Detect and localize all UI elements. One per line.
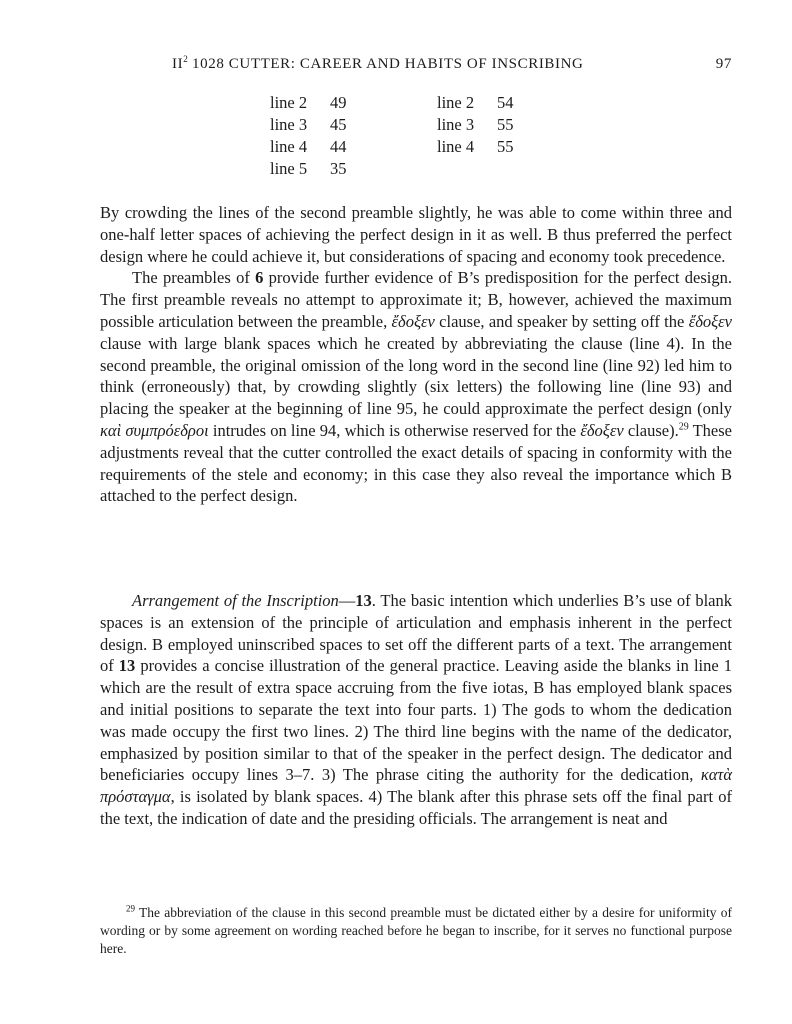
row-label: line 5: [270, 159, 308, 178]
paragraph-3: [100, 590, 732, 830]
greek-kai-symproedroi: καὶ συμπρόεδροι: [100, 420, 209, 440]
row-value: 55: [497, 115, 514, 134]
running-title: [172, 56, 583, 73]
row-label: line 3: [437, 115, 475, 134]
row-value: 44: [330, 137, 347, 156]
text-run: . The basic intention which underlies B’s use of blank spaces is an extension of the principle of articulation and emphasis inherent in the perfect design. B employed uninscribed spaces to set off the different parts of a text. The arrangement of: [100, 591, 732, 676]
text-run: The preambles of: [132, 268, 256, 288]
text-run: clause, and speaker by setting off the: [434, 311, 689, 331]
page-number: 97: [715, 56, 732, 72]
title-rest: 1028 CUTTER: CAREER AND HABITS OF INSCRIBING: [187, 56, 584, 72]
row-value: 35: [330, 159, 347, 178]
body-block-2: [100, 590, 732, 830]
row-label: line 3: [270, 115, 308, 134]
running-header: [172, 56, 732, 78]
row-label: line 2: [270, 93, 308, 112]
text-run: provide further evidence of B’s predisposition for the perfect design. The first preamble reveals no attempt to approximate it; B, however, achieved the maximum possible articulation between the preamble,: [100, 268, 732, 331]
footnote-29: [100, 904, 732, 958]
greek-edoxen: ἔδοξεν: [391, 311, 435, 331]
line-count-table-right: [437, 92, 514, 158]
title-prefix: II: [172, 56, 184, 72]
text-run: These adjustments reveal that the cutter controlled the exact details of spacing in conformity with the requirements of the stele and economy; in this case they also reveal the importance which B attached to the perfect design.: [100, 420, 732, 506]
inscription-ref-13: 13: [118, 656, 136, 676]
greek-edoxen: ἔδοξεν: [580, 420, 624, 440]
title-superscript: 2: [183, 54, 188, 64]
row-value: 45: [330, 115, 347, 134]
greek-kata-prostagma: κατὰ πρόσταγμα: [100, 765, 732, 807]
paragraph-1: By crowding the lines of the second preamble slightly, he was able to come within three and one-half letter spaces of achieving the perfect design in it as well. B thus preferred the perfect design where he could achieve it, but considerations of spacing and economy took precedence.: [100, 203, 732, 266]
text-run: clause with large blank spaces which he created by abbreviating the clause (line 4). In the second preamble, the original omission of the long word in the second line (line 92) led him to think (erroneously) that, by crowding slightly (six letters) the following line (line 93) and placing the speaker at the beginning of line 95, he could approximate the perfect design (only: [100, 333, 732, 419]
table-row: [270, 114, 347, 136]
footnote-ref[interactable]: 29: [678, 421, 689, 433]
text-run: , is isolated by blank spaces. 4) The blank after this phrase sets off the final part of the text, the indication of date and the presiding officials. The arrangement is neat and: [100, 787, 732, 828]
text-run: provides a concise illustration of the general practice. Leaving aside the blanks in line 1 which are the result of extra space accruing from the five iotas, B has employed blank spaces and initial positions to separate the text into four parts. 1) The gods to whom the dedication was made occupy the first two lines. 2) The third line begins with the name of the dedicator, emphasized by position similar to that of the speaker in the perfect design. The dedicator and beneficiaries occupy lines 3–7. 3) The phrase citing the authority for the dedication,: [100, 656, 732, 785]
text-run: intrudes on line 94, which is otherwise reserved for the: [208, 420, 581, 440]
inscription-ref-13: 13: [355, 591, 372, 610]
footnote-number: 29: [126, 903, 135, 914]
body-block-1: [100, 202, 732, 507]
table-row: [270, 136, 347, 158]
text-run: clause).: [623, 420, 679, 440]
row-value: 55: [497, 137, 514, 156]
paragraph-2: [100, 267, 732, 507]
heading-dash: —: [338, 591, 356, 610]
table-row: [437, 114, 514, 136]
table-row: [270, 158, 347, 180]
line-count-table-left: [270, 92, 347, 180]
table-row: [270, 92, 347, 114]
table-row: [437, 92, 514, 114]
row-label: line 4: [270, 137, 308, 156]
table-row: [437, 136, 514, 158]
greek-edoxen: ἔδοξεν: [688, 311, 732, 331]
row-value: 49: [330, 93, 347, 112]
inscription-ref-6: 6: [255, 268, 264, 288]
row-label: line 4: [437, 137, 475, 156]
row-value: 54: [497, 93, 514, 112]
footnote-text: The abbreviation of the clause in this second preamble must be dictated either by a desire for uniformity of wording or by some agreement on wording reached before he began to inscribe, for it serves no functional purpose here.: [100, 905, 732, 956]
row-label: line 2: [437, 93, 475, 112]
section-heading: Arrangement of the Inscription: [132, 591, 339, 610]
